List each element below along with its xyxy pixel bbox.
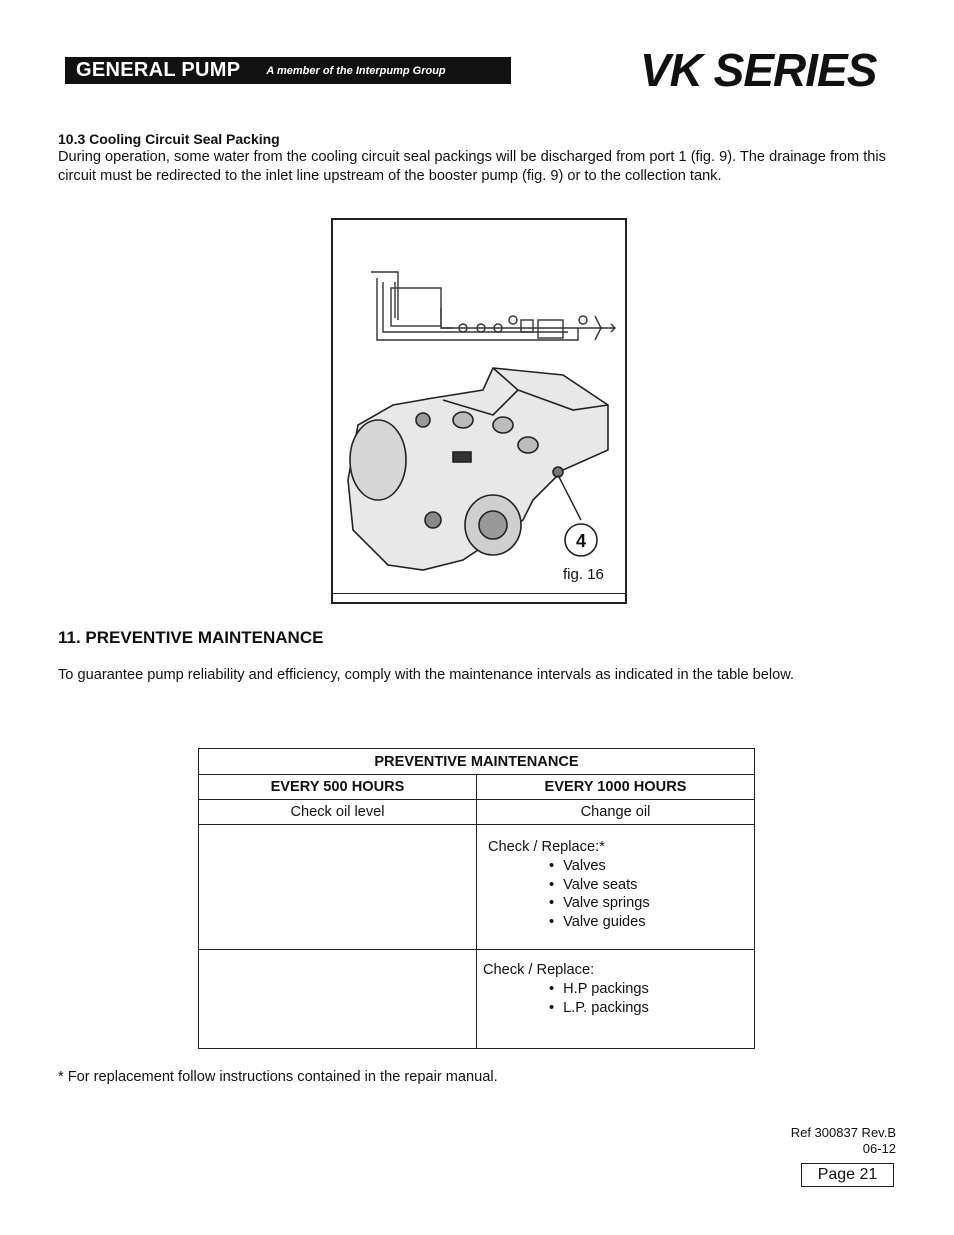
packings-cell: [477, 950, 755, 1049]
check-oil-level-cell: Check oil level: [199, 800, 477, 825]
pump-figure: [331, 218, 627, 604]
section-11-intro: To guarantee pump reliability and efficiency, comply with the maintenance intervals as indicated in the table below.: [58, 667, 795, 683]
table-header-row: [199, 775, 755, 800]
callout-number: 4: [575, 531, 587, 551]
table-title-row: [199, 749, 755, 775]
change-oil-cell: Change oil: [477, 800, 755, 825]
list-item: • Valve guides: [549, 913, 754, 932]
section-11-heading: 11. PREVENTIVE MAINTENANCE: [58, 628, 324, 647]
table-title: PREVENTIVE MAINTENANCE: [199, 749, 755, 775]
maintenance-table: [198, 748, 755, 1049]
valve-items-list: [477, 857, 754, 931]
brand-bar: [65, 57, 511, 84]
callout-leader: [558, 475, 581, 520]
list-item: • L.P. packings: [549, 999, 754, 1018]
list-item: • Valve seats: [549, 876, 754, 895]
check-replace-title: Check / Replace:: [483, 962, 595, 978]
valves-cell: [477, 825, 755, 950]
pump-illustration: [333, 220, 625, 592]
list-item: • H.P packings: [549, 980, 754, 999]
empty-cell: [199, 950, 477, 1049]
brand-tagline: A member of the Interpump Group: [266, 64, 446, 77]
figure-caption: fig. 16: [563, 566, 604, 583]
list-item: • Valves: [549, 857, 754, 876]
table-row: [199, 950, 755, 1049]
table-row: [199, 825, 755, 950]
section-10-3-paragraph: During operation, some water from the cooling circuit seal packings will be discharged from port 1 (fig. 9). The drainage from this circuit must be redirected to the inlet line upstream of the booster pump (fig. 9) or to the collection tank.: [58, 149, 886, 184]
page-number: Page 21: [801, 1163, 894, 1187]
check-replace-title: Check / Replace:*: [488, 839, 605, 855]
packing-items-list: [477, 980, 754, 1017]
ref-date: 06-12: [862, 1141, 896, 1156]
document-reference: [791, 1125, 896, 1157]
table-row: [199, 800, 755, 825]
section-10-3-heading: 10.3 Cooling Circuit Seal Packing: [58, 131, 280, 147]
col-1000-hours-header: EVERY 1000 HOURS: [477, 775, 755, 800]
brand-name: GENERAL PUMP: [76, 59, 241, 81]
footnote: * For replacement follow instructions contained in the repair manual.: [58, 1069, 498, 1085]
circuit-schematic: [371, 272, 615, 340]
list-item: • Valve springs: [549, 894, 754, 913]
empty-cell: [199, 825, 477, 950]
series-title: VK SERIES: [640, 44, 877, 96]
ref-number: Ref 300837 Rev.B: [790, 1125, 896, 1140]
col-500-hours-header: EVERY 500 HOURS: [199, 775, 477, 800]
figure-bottom-rule: [333, 593, 625, 594]
